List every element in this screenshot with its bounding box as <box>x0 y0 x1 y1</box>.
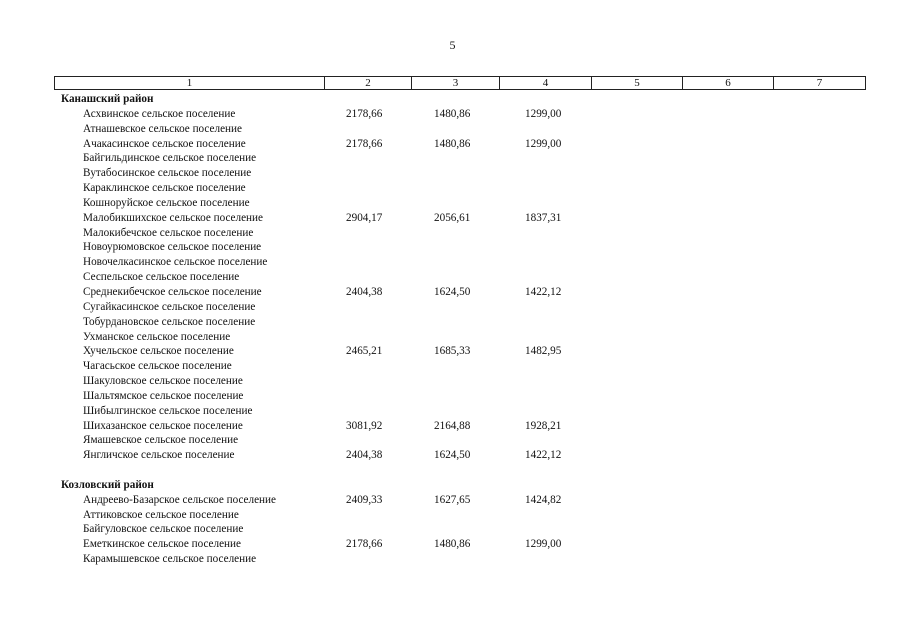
table-row <box>0 359 905 374</box>
settlement-name: Малобикшихское сельское поселение <box>83 211 263 224</box>
table-row <box>0 226 905 241</box>
table-row <box>0 300 905 315</box>
table-row <box>0 240 905 255</box>
value-column-2: 2465,21 <box>346 345 383 358</box>
table-row <box>0 330 905 345</box>
settlement-name: Сугайкасинское сельское поселение <box>83 300 256 313</box>
value-column-2: 2178,66 <box>346 107 383 120</box>
settlement-name: Андреево-Базарское сельское поселение <box>83 493 276 506</box>
settlement-name: Шибылгинское сельское поселение <box>83 404 253 417</box>
value-column-4: 1482,95 <box>525 345 562 358</box>
table-row <box>0 196 905 211</box>
value-column-2: 2409,33 <box>346 493 383 506</box>
column-header-7: 7 <box>774 77 866 89</box>
settlement-name: Байгильдинское сельское поселение <box>83 152 257 165</box>
table-row <box>0 255 905 270</box>
value-column-4: 1424,82 <box>525 493 562 506</box>
settlement-name: Ухманское сельское поселение <box>83 330 231 343</box>
district-name: Козловский район <box>61 478 154 491</box>
table-row <box>0 508 905 523</box>
value-column-3: 1624,50 <box>434 285 471 298</box>
settlement-name: Хучельское сельское поселение <box>83 345 234 358</box>
value-column-3: 1480,86 <box>434 137 471 150</box>
table-row <box>0 137 905 152</box>
column-header-2: 2 <box>325 77 412 89</box>
district-heading <box>0 92 905 107</box>
table-row <box>0 493 905 508</box>
table-row <box>0 285 905 300</box>
spacer-row <box>0 463 905 478</box>
value-column-3: 1480,86 <box>434 107 471 120</box>
value-column-3: 1624,50 <box>434 449 471 462</box>
column-header-5: 5 <box>592 77 683 89</box>
table-row <box>0 211 905 226</box>
value-column-2: 3081,92 <box>346 419 383 432</box>
table-header <box>54 76 866 90</box>
value-column-3: 1480,86 <box>434 538 471 551</box>
settlement-name: Ямашевское сельское поселение <box>83 434 239 447</box>
value-column-4: 1928,21 <box>525 419 562 432</box>
settlement-name: Тобурдановское сельское поселение <box>83 315 256 328</box>
value-column-2: 2404,38 <box>346 449 383 462</box>
table-row <box>0 552 905 567</box>
settlement-name: Асхвинское сельское поселение <box>83 107 236 120</box>
table-row <box>0 522 905 537</box>
settlement-name: Карамышевское сельское поселение <box>83 553 257 566</box>
table-row <box>0 181 905 196</box>
settlement-name: Шакуловское сельское поселение <box>83 375 243 388</box>
settlement-name: Среднекибечское сельское поселение <box>83 285 262 298</box>
value-column-2: 2904,17 <box>346 211 383 224</box>
table-row <box>0 270 905 285</box>
settlement-name: Ачакасинское сельское поселение <box>83 137 246 150</box>
settlement-name: Атнашевское сельское поселение <box>83 122 242 135</box>
settlement-name: Караклинское сельское поселение <box>83 182 246 195</box>
table-row <box>0 404 905 419</box>
table-body <box>0 92 905 567</box>
column-header-3: 3 <box>412 77 500 89</box>
settlement-name: Кошноруйское сельское поселение <box>83 196 250 209</box>
settlement-name: Чагасьское сельское поселение <box>83 360 232 373</box>
value-column-3: 2056,61 <box>434 211 471 224</box>
settlement-name: Сеспельское сельское поселение <box>83 271 240 284</box>
district-heading <box>0 478 905 493</box>
value-column-3: 1685,33 <box>434 345 471 358</box>
column-header-4: 4 <box>500 77 592 89</box>
value-column-4: 1837,31 <box>525 211 562 224</box>
settlement-name: Байгуловское сельское поселение <box>83 523 244 536</box>
settlement-name: Вутабосинское сельское поселение <box>83 167 252 180</box>
column-header-1: 1 <box>54 77 325 89</box>
table-row <box>0 537 905 552</box>
table-row <box>0 344 905 359</box>
page-number: 5 <box>449 38 456 52</box>
value-column-4: 1422,12 <box>525 285 562 298</box>
table-row <box>0 419 905 434</box>
table-row <box>0 151 905 166</box>
value-column-4: 1422,12 <box>525 449 562 462</box>
settlement-name: Новоурюмовское сельское поселение <box>83 241 262 254</box>
table-row <box>0 433 905 448</box>
value-column-2: 2178,66 <box>346 538 383 551</box>
district-name: Канашский район <box>61 93 154 105</box>
settlement-name: Аттиковское сельское поселение <box>83 508 239 521</box>
value-column-4: 1299,00 <box>525 538 562 551</box>
settlement-name: Малокибечское сельское поселение <box>83 226 254 239</box>
settlement-name: Еметкинское сельское поселение <box>83 538 241 551</box>
settlement-name: Новочелкасинское сельское поселение <box>83 256 268 269</box>
value-column-3: 2164,88 <box>434 419 471 432</box>
table-row <box>0 122 905 137</box>
settlement-name: Шихазанское сельское поселение <box>83 419 243 432</box>
table-row <box>0 448 905 463</box>
table-row <box>0 389 905 404</box>
settlement-name: Янгличское сельское поселение <box>83 449 235 462</box>
value-column-2: 2404,38 <box>346 285 383 298</box>
value-column-2: 2178,66 <box>346 137 383 150</box>
table-row <box>0 166 905 181</box>
table-row <box>0 374 905 389</box>
settlement-name: Шальтямское сельское поселение <box>83 389 244 402</box>
table-row <box>0 315 905 330</box>
value-column-4: 1299,00 <box>525 107 562 120</box>
table-row <box>0 107 905 122</box>
value-column-3: 1627,65 <box>434 493 471 506</box>
value-column-4: 1299,00 <box>525 137 562 150</box>
column-header-6: 6 <box>683 77 774 89</box>
